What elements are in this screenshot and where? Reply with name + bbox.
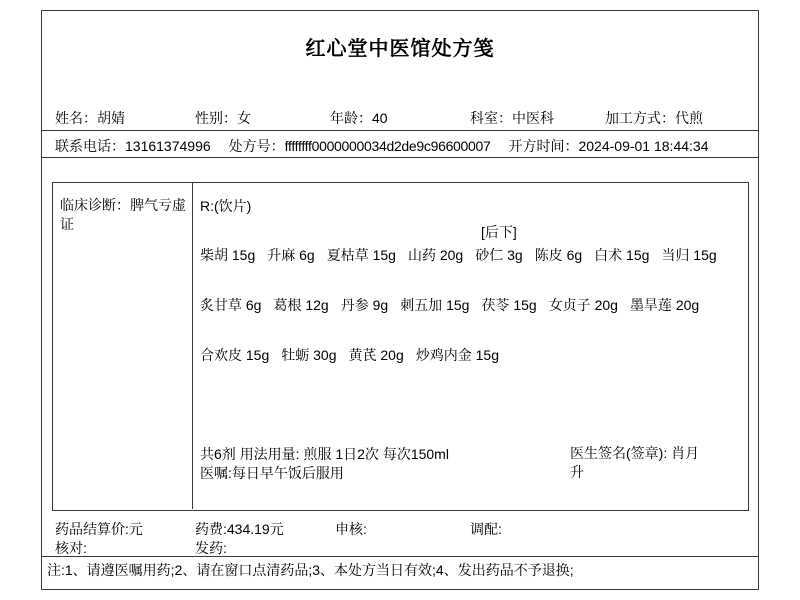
usage-label: 用法用量: [239, 446, 300, 462]
department-label: 科室： [470, 110, 512, 126]
department-value: 中医科 [512, 110, 554, 126]
settlement-price-value: 元 [128, 521, 143, 537]
decoction-note: [后下] [481, 224, 517, 240]
department-field [470, 108, 554, 128]
review-label: 申核: [335, 521, 367, 537]
diagnosis-label: 临床诊断： [60, 197, 130, 213]
medicine-fee-label: 药费: [195, 521, 227, 537]
doctor-signature-value: 肖月升 [570, 445, 700, 480]
herb-item: 当归 15g [661, 247, 717, 263]
patient-name-field [55, 108, 125, 128]
review-field [335, 519, 367, 539]
phone-field [55, 136, 211, 156]
herb-item: 茯苓 15g [481, 297, 537, 313]
herb-line-1 [200, 245, 729, 265]
herb-item: 丹参 9g [340, 297, 389, 313]
herb-item: 陈皮 6g [534, 247, 583, 263]
advice-value: 每日早午饭后服用 [231, 465, 344, 481]
usage-line [200, 444, 449, 464]
patient-age-value: 40 [372, 110, 388, 126]
issue-time-field [508, 136, 708, 156]
patient-name-value: 胡婧 [97, 110, 125, 126]
herb-item: 刺五加 15g [400, 297, 470, 313]
divider-line [42, 556, 758, 557]
patient-age-field [330, 108, 388, 128]
prescription-number-label: 处方号： [228, 138, 285, 154]
herb-item: 夏枯草 15g [326, 247, 396, 263]
divider-line [42, 157, 758, 158]
compound-field [470, 519, 502, 539]
herb-line-2 [200, 295, 711, 315]
processing-method-label: 加工方式： [605, 110, 675, 126]
herb-item: 砂仁 3g [475, 247, 523, 263]
footer-note: 注:1、请遵医嘱用药;2、请在窗口点清药品;3、本处方当日有效;4、发出药品不予退换; [47, 562, 574, 578]
settlement-price-field [55, 519, 143, 539]
dispense-label: 发药: [195, 540, 227, 556]
usage-value: 煎服 1日2次 每次150ml [303, 446, 449, 462]
phone-label: 联系电话： [55, 138, 125, 154]
medicine-fee-field [195, 519, 284, 539]
advice-label: 医嘱: [200, 465, 232, 481]
processing-method-field [605, 108, 703, 128]
dose-count: 共6剂 [200, 446, 236, 462]
divider-line [42, 130, 758, 131]
herb-item: 山药 20g [407, 247, 464, 263]
processing-method-value: 代煎 [675, 110, 703, 126]
prescription-number-value: ffffffff0000000034d2de9c96600007 [284, 138, 491, 154]
herb-item: 女贞子 20g [548, 297, 618, 313]
herb-item: 葛根 12g [273, 297, 329, 313]
compound-label: 调配: [470, 521, 502, 537]
patient-gender-label: 性别： [195, 110, 237, 126]
rx-header: R:(饮片) [200, 198, 252, 214]
check-field [55, 538, 87, 558]
patient-gender-field [195, 108, 251, 128]
herb-item: 炙甘草 6g [200, 297, 262, 313]
herb-item: 黄芪 20g [348, 347, 404, 363]
diagnosis-field [60, 196, 188, 234]
patient-gender-value: 女 [237, 110, 251, 126]
herb-line-3 [200, 345, 511, 365]
herb-item: 墨旱莲 20g [629, 297, 700, 313]
issue-time-value: 2024-09-01 18:44:34 [578, 138, 709, 154]
herb-item: 合欢皮 15g [200, 347, 270, 363]
herb-item: 炒鸡内金 15g [415, 347, 499, 363]
herb-item: 柴胡 15g [200, 247, 256, 263]
diagnosis-value: 脾气亏虚证 [60, 197, 186, 232]
herb-item: 牡蛎 30g [281, 347, 337, 363]
dispense-field [195, 538, 227, 558]
check-label: 核对: [55, 540, 87, 556]
doctor-signature-field [570, 444, 706, 482]
herb-item: 白术 15g [594, 247, 650, 263]
patient-name-label: 姓名： [55, 110, 97, 126]
medicine-fee-value: 434.19元 [226, 521, 284, 537]
patient-age-label: 年龄： [330, 110, 372, 126]
issue-time-label: 开方时间： [508, 138, 579, 154]
prescription-box-divider [192, 182, 193, 509]
advice-line [200, 463, 344, 483]
phone-value: 13161374996 [125, 138, 211, 154]
info-row-2 [55, 136, 708, 156]
settlement-price-label: 药品结算价: [55, 521, 129, 537]
herb-item: 升麻 6g [267, 247, 315, 263]
page-title: 红心堂中医馆处方笺 [305, 38, 495, 60]
prescription-number-field [229, 136, 491, 156]
doctor-signature-label: 医生签名(签章): [570, 445, 668, 461]
